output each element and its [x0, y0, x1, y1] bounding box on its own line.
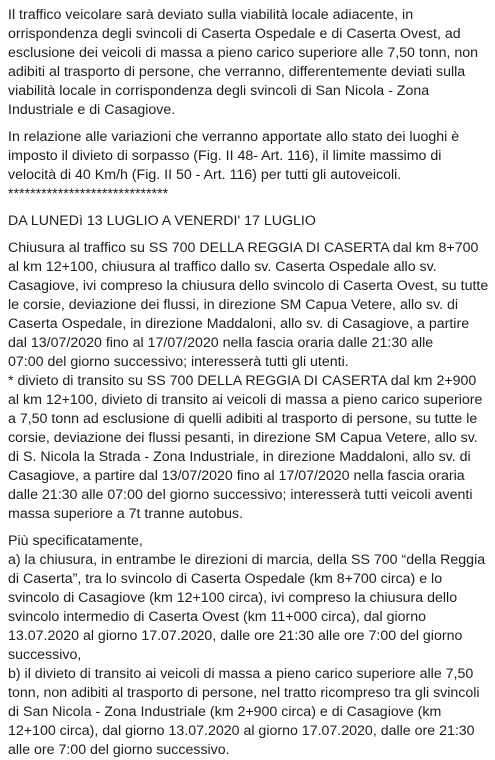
text-line: b) il divieto di transito ai veicoli di massa a pieno carico superiore alle 7,50: [8, 666, 474, 682]
text-line: alle ore 7:00 del giorno successivo.: [8, 742, 230, 758]
heading-line: DA LUNEDì 13 LUGLIO A VENERDI' 17 LUGLIO: [8, 213, 316, 229]
paragraph-overtaking-ban: [8, 128, 487, 204]
text-line: massa superiore a 7t tranne autobus.: [8, 506, 244, 522]
text-line: svincolo di Casagiove (km 12+100 circa), ivi compreso la chiusura dello: [8, 590, 458, 606]
text-line: 12+100 circa), dal giorno 13.07.2020 al giorno 17.07.2020, dalle ore 21:30: [8, 723, 475, 739]
section-heading-dates: [8, 212, 487, 231]
paragraph-specifics: [8, 532, 487, 760]
text-line: successivo,: [8, 647, 82, 663]
text-line: Più specificatamente,: [8, 533, 143, 549]
separator-stars: *****************************: [8, 186, 169, 202]
text-line: a) la chiusura, in entrambe le direzioni di marcia, della SS 700 “della Reggia: [8, 552, 486, 568]
text-line: tonn, non adibiti al trasporto di persone, nel tratto ricompreso tra gli svincoli: [8, 685, 480, 701]
text-line: dalle 21:30 alle 07:00 del giorno successivo; interesserà tutti veicoli aventi: [8, 487, 473, 503]
paragraph-traffic-deviation: [8, 6, 487, 120]
paragraph-closure-details: [8, 239, 487, 524]
text-line: Il traffico veicolare sarà deviato sulla viabilità locale adiacente, in: [8, 7, 414, 23]
text-line: di Caserta”, tra lo svincolo di Caserta Ospedale (km 8+700 circa) e lo: [8, 571, 443, 587]
text-line: al km 12+100, chiusura al traffico dallo sv. Caserta Ospedale allo sv.: [8, 259, 437, 275]
text-line: al km 12+100, divieto di transito ai veicoli di massa a pieno carico superiore: [8, 392, 483, 408]
text-line: di S. Nicola la Strada - Zona Industriale, in direzione Maddaloni, allo sv. di: [8, 449, 471, 465]
text-line: viabilità locale in corrispondenza degli svincoli di San Nicola - Zona: [8, 83, 430, 99]
text-line: corsie, deviazione dei flussi pesanti, in direzione SM Capua Vetere, allo sv.: [8, 430, 478, 446]
text-line: 07:00 del giorno successivo; interesserà tutti gli utenti.: [8, 354, 349, 370]
text-line: imposto il divieto di sorpasso (Fig. II 48- Art. 116), il limite massimo di: [8, 148, 442, 164]
text-line: dal 13/07/2020 fino al 17/07/2020 nella fascia oraria dalle 21:30 alle: [8, 335, 434, 351]
text-line: orrispondenza degli svincoli di Caserta Ospedale e di Caserta Ovest, ad: [8, 26, 461, 42]
text-line: Chiusura al traffico su SS 700 DELLA REGGIA DI CASERTA dal km 8+700: [8, 240, 479, 256]
text-line: a 7,50 tonn ad esclusione di quelli adibiti al trasporto di persone, su tutte le: [8, 411, 478, 427]
text-line: adibiti al trasporto di persone, che verranno, differentemente deviati sulla: [8, 64, 466, 80]
text-line: In relazione alle variazioni che verranno apportate allo stato dei luoghi è: [8, 129, 460, 145]
text-line: esclusione dei veicoli di massa a pieno carico superiore alle 7,50 tonn, non: [8, 45, 479, 61]
text-line: Casagiove, ivi compreso la chiusura dello svincolo di Caserta Ovest, su tutte: [8, 278, 489, 294]
text-line: * divieto di transito su SS 700 DELLA REGGIA DI CASERTA dal km 2+900: [8, 373, 477, 389]
text-line: svincolo intermedio di Caserta Ovest (km 11+000 circa), dal giorno: [8, 609, 427, 625]
text-line: le corsie, deviazione dei flussi, in direzione SM Capua Vetere, allo sv. di: [8, 297, 459, 313]
text-line: Industriale e di Casagiove.: [8, 102, 176, 118]
text-line: Casagiove, a partire dal 13/07/2020 fino al 17/07/2020 nella fascia oraria: [8, 468, 465, 484]
text-line: 13.07.2020 al giorno 17.07.2020, dalle ore 21:30 alle ore 7:00 del giorno: [8, 628, 463, 644]
text-line: di San Nicola - Zona Industriale (km 2+900 circa) e di Casagiove (km: [8, 704, 442, 720]
text-line: Caserta Ospedale, in direzione Maddaloni, allo sv. di Casagiove, a partire: [8, 316, 470, 332]
text-line: velocità di 40 Km/h (Fig. II 50 - Art. 116) per tutti gli autoveicoli.: [8, 167, 402, 183]
